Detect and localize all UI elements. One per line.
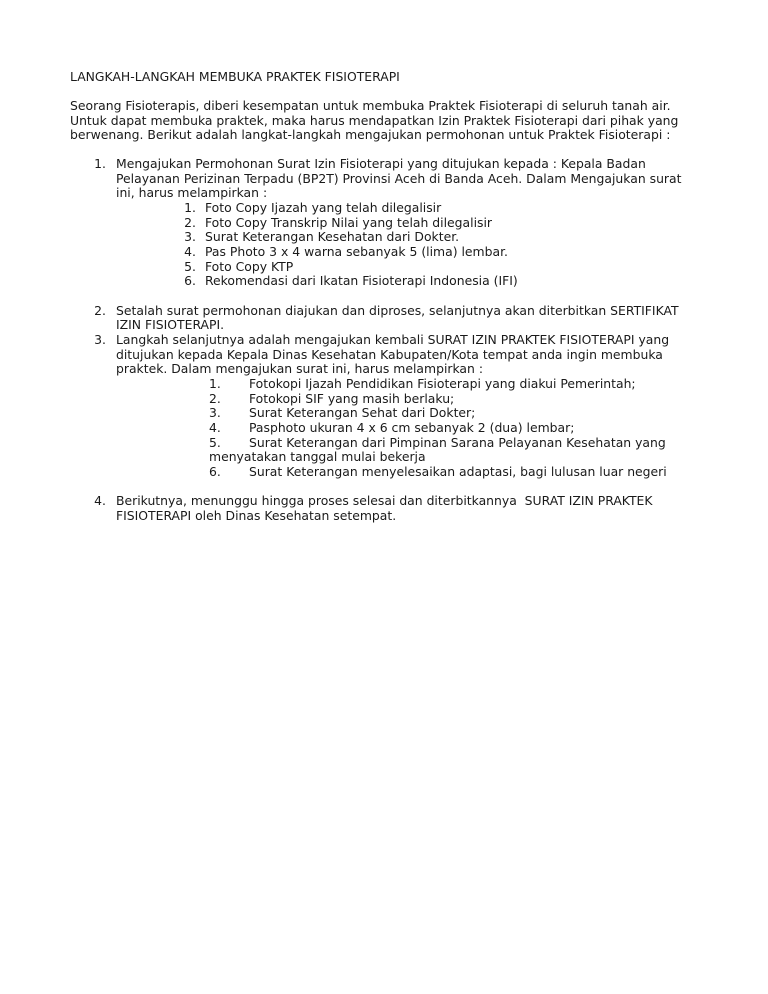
step-text: ditujukan kepada Kepala Dinas Kesehatan Kabupaten/Kota tempat anda ingin membuka — [116, 347, 663, 362]
step-text: praktek. Dalam mengajukan surat ini, harus melampirkan : — [116, 361, 483, 376]
attachment-item: Surat Keterangan Kesehatan dari Dokter. — [205, 229, 460, 244]
attachment-number: 3. — [184, 229, 196, 244]
step-text: ini, harus melampirkan : — [116, 185, 268, 200]
attachment-number: 2. — [184, 215, 196, 230]
intro-line: Seorang Fisioterapis, diberi kesempatan untuk membuka Praktek Fisioterapi di seluruh tanah air. — [70, 98, 671, 113]
step-number: 1. — [94, 156, 106, 171]
intro-line: berwenang. Berikut adalah langkat-langkah mengajukan permohonan untuk Praktek Fisioterapi : — [70, 127, 671, 142]
attachment-item: Surat Keterangan Sehat dari Dokter; — [249, 405, 476, 420]
step-text: Setalah surat permohonan diajukan dan diproses, selanjutnya akan diterbitkan SERTIFIKAT — [116, 303, 679, 318]
attachment-number: 1. — [184, 200, 196, 215]
attachment-number: 2. — [209, 391, 221, 406]
attachment-number: 3. — [209, 405, 221, 420]
attachment-continuation: menyatakan tanggal mulai bekerja — [209, 449, 426, 464]
document-title: LANGKAH-LANGKAH MEMBUKA PRAKTEK FISIOTERAPI — [70, 69, 400, 84]
attachment-item: Fotokopi Ijazah Pendidikan Fisioterapi yang diakui Pemerintah; — [249, 376, 636, 391]
step-text: IZIN FISIOTERAPI. — [116, 317, 225, 332]
attachment-number: 1. — [209, 376, 221, 391]
step-text: FISIOTERAPI oleh Dinas Kesehatan setempat. — [116, 508, 397, 523]
step-text: Pelayanan Perizinan Terpadu (BP2T) Provinsi Aceh di Banda Aceh. Dalam Mengajukan surat — [116, 171, 682, 186]
attachment-item: Foto Copy Ijazah yang telah dilegalisir — [205, 200, 442, 215]
attachment-item: Pasphoto ukuran 4 x 6 cm sebanyak 2 (dua) lembar; — [249, 420, 575, 435]
attachment-item: Foto Copy Transkrip Nilai yang telah dilegalisir — [205, 215, 492, 230]
attachment-item: Surat Keterangan dari Pimpinan Sarana Pelayanan Kesehatan yang — [249, 435, 666, 450]
attachment-number: 5. — [209, 435, 221, 450]
attachment-item: Fotokopi SIF yang masih berlaku; — [249, 391, 455, 406]
attachment-number: 4. — [184, 244, 196, 259]
step-text: Berikutnya, menunggu hingga proses selesai dan diterbitkannya SURAT IZIN PRAKTEK — [116, 493, 653, 508]
attachment-number: 6. — [209, 464, 221, 479]
step-number: 3. — [94, 332, 106, 347]
intro-line: Untuk dapat membuka praktek, maka harus mendapatkan Izin Praktek Fisioterapi dari pihak yang — [70, 113, 679, 128]
attachment-item: Foto Copy KTP — [205, 259, 294, 274]
step-number: 2. — [94, 303, 106, 318]
step-text: Langkah selanjutnya adalah mengajukan kembali SURAT IZIN PRAKTEK FISIOTERAPI yang — [116, 332, 670, 347]
attachment-item: Pas Photo 3 x 4 warna sebanyak 5 (lima) lembar. — [205, 244, 508, 259]
step-number: 4. — [94, 493, 106, 508]
attachment-item: Rekomendasi dari Ikatan Fisioterapi Indonesia (IFI) — [205, 273, 518, 288]
step-text: Mengajukan Permohonan Surat Izin Fisioterapi yang ditujukan kepada : Kepala Badan — [116, 156, 646, 171]
attachment-number: 6. — [184, 273, 196, 288]
attachment-number: 5. — [184, 259, 196, 274]
attachment-number: 4. — [209, 420, 221, 435]
attachment-item: Surat Keterangan menyelesaikan adaptasi, bagi lulusan luar negeri — [249, 464, 667, 479]
